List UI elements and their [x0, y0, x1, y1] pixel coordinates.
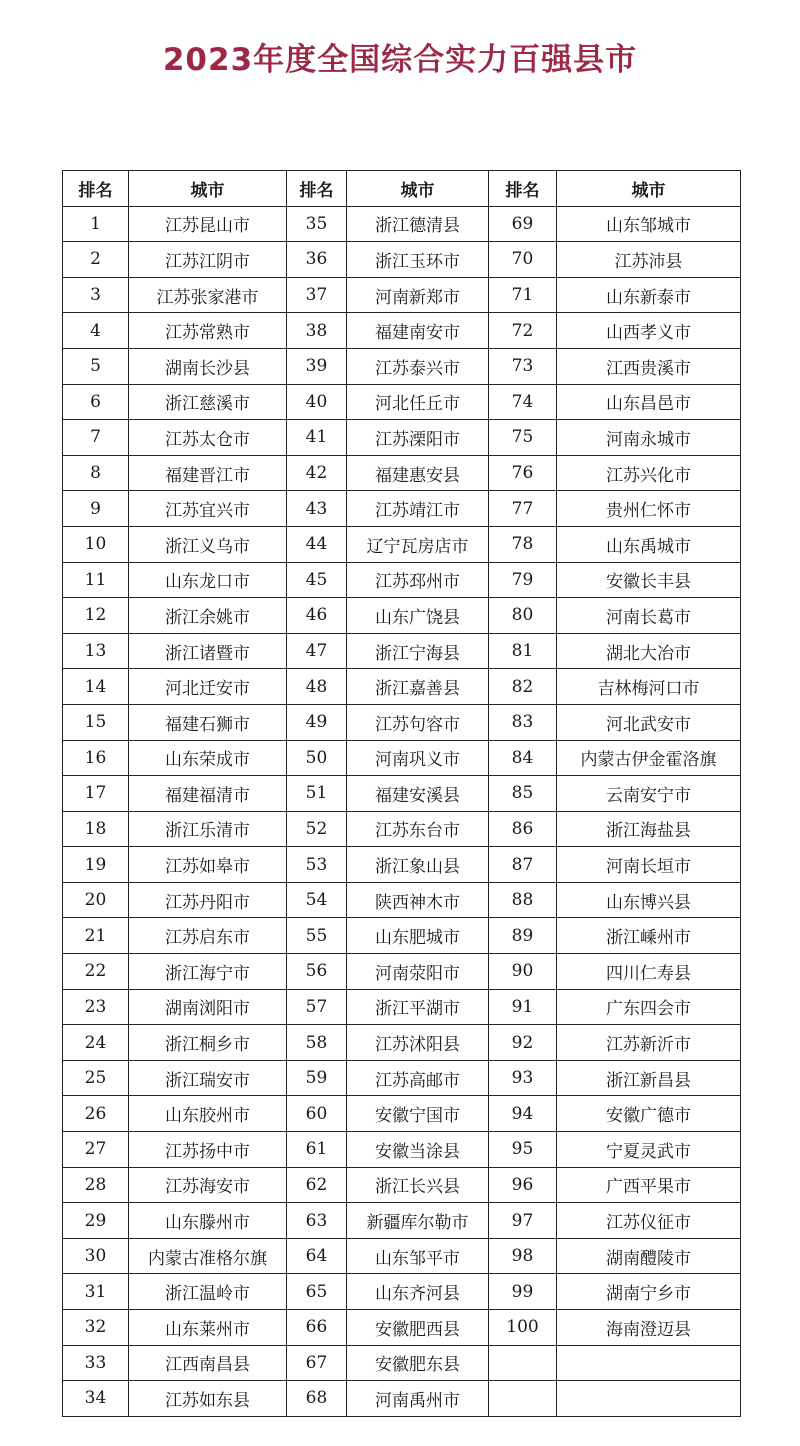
city-cell: 河南新郑市 — [347, 277, 489, 313]
rank-cell: 10 — [63, 526, 129, 562]
rank-cell: 78 — [489, 526, 557, 562]
rank-cell: 54 — [287, 882, 347, 918]
rank-cell: 6 — [63, 384, 129, 420]
city-cell: 浙江嘉善县 — [347, 669, 489, 705]
city-header: 城市 — [129, 171, 287, 207]
rank-cell: 43 — [287, 491, 347, 527]
rank-cell: 58 — [287, 1025, 347, 1061]
city-header: 城市 — [347, 171, 489, 207]
city-cell: 福建石狮市 — [129, 704, 287, 740]
city-cell: 浙江瑞安市 — [129, 1060, 287, 1096]
city-cell: 安徽宁国市 — [347, 1096, 489, 1132]
city-cell: 山东肥城市 — [347, 918, 489, 954]
rank-cell: 21 — [63, 918, 129, 954]
rank-cell: 11 — [63, 562, 129, 598]
rank-header: 排名 — [287, 171, 347, 207]
city-cell: 新疆库尔勒市 — [347, 1203, 489, 1239]
city-cell — [557, 1381, 741, 1417]
table-row — [63, 313, 741, 349]
rank-cell: 32 — [63, 1310, 129, 1346]
city-cell: 吉林梅河口市 — [557, 669, 741, 705]
city-cell: 广东四会市 — [557, 989, 741, 1025]
rank-cell: 64 — [287, 1238, 347, 1274]
city-cell: 浙江义乌市 — [129, 526, 287, 562]
header-row — [63, 171, 741, 207]
table-row — [63, 954, 741, 990]
table-row — [63, 526, 741, 562]
city-cell: 浙江嵊州市 — [557, 918, 741, 954]
rank-cell: 26 — [63, 1096, 129, 1132]
rank-cell: 19 — [63, 847, 129, 883]
city-cell: 江苏沛县 — [557, 242, 741, 278]
city-cell: 内蒙古伊金霍洛旗 — [557, 740, 741, 776]
city-cell: 江苏句容市 — [347, 704, 489, 740]
rank-cell: 92 — [489, 1025, 557, 1061]
rank-cell: 91 — [489, 989, 557, 1025]
rank-cell: 93 — [489, 1060, 557, 1096]
city-cell: 山东龙口市 — [129, 562, 287, 598]
rank-cell: 46 — [287, 598, 347, 634]
rank-cell: 71 — [489, 277, 557, 313]
rank-cell: 76 — [489, 455, 557, 491]
rank-header: 排名 — [63, 171, 129, 207]
city-cell: 江苏兴化市 — [557, 455, 741, 491]
city-cell: 江苏东台市 — [347, 811, 489, 847]
table-row — [63, 420, 741, 456]
city-cell: 山东邹城市 — [557, 206, 741, 242]
rank-cell: 42 — [287, 455, 347, 491]
rank-cell: 51 — [287, 776, 347, 812]
city-cell: 福建福清市 — [129, 776, 287, 812]
rank-cell: 55 — [287, 918, 347, 954]
table-row — [63, 1096, 741, 1132]
rank-cell: 9 — [63, 491, 129, 527]
table-row — [63, 669, 741, 705]
rank-cell: 62 — [287, 1167, 347, 1203]
rank-cell: 15 — [63, 704, 129, 740]
city-cell: 河南长葛市 — [557, 598, 741, 634]
city-cell: 江西贵溪市 — [557, 348, 741, 384]
rank-cell: 18 — [63, 811, 129, 847]
city-cell: 河南巩义市 — [347, 740, 489, 776]
rank-cell: 4 — [63, 313, 129, 349]
rank-cell: 14 — [63, 669, 129, 705]
city-cell: 江苏启东市 — [129, 918, 287, 954]
city-cell: 浙江海盐县 — [557, 811, 741, 847]
table-row — [63, 1060, 741, 1096]
city-cell: 江苏仪征市 — [557, 1203, 741, 1239]
rank-cell: 75 — [489, 420, 557, 456]
city-cell: 江苏张家港市 — [129, 277, 287, 313]
table-row — [63, 633, 741, 669]
city-cell: 安徽肥东县 — [347, 1345, 489, 1381]
city-cell: 河南永城市 — [557, 420, 741, 456]
rank-cell: 20 — [63, 882, 129, 918]
rank-cell: 57 — [287, 989, 347, 1025]
city-cell: 浙江玉环市 — [347, 242, 489, 278]
rank-cell: 24 — [63, 1025, 129, 1061]
city-cell: 宁夏灵武市 — [557, 1132, 741, 1168]
rank-cell: 25 — [63, 1060, 129, 1096]
city-cell: 山东禹城市 — [557, 526, 741, 562]
city-cell: 江苏靖江市 — [347, 491, 489, 527]
city-cell: 山东博兴县 — [557, 882, 741, 918]
rank-cell: 38 — [287, 313, 347, 349]
rank-cell: 86 — [489, 811, 557, 847]
rank-cell: 87 — [489, 847, 557, 883]
city-cell: 山东胶州市 — [129, 1096, 287, 1132]
city-cell: 江苏如东县 — [129, 1381, 287, 1417]
city-cell: 山东新泰市 — [557, 277, 741, 313]
rank-cell: 56 — [287, 954, 347, 990]
city-cell: 浙江慈溪市 — [129, 384, 287, 420]
rank-cell: 85 — [489, 776, 557, 812]
rank-cell: 80 — [489, 598, 557, 634]
rank-cell: 79 — [489, 562, 557, 598]
table-row — [63, 811, 741, 847]
table-row — [63, 1310, 741, 1346]
rank-cell: 97 — [489, 1203, 557, 1239]
table-row — [63, 918, 741, 954]
rank-cell: 69 — [489, 206, 557, 242]
rank-cell: 81 — [489, 633, 557, 669]
city-cell — [557, 1345, 741, 1381]
rank-cell: 88 — [489, 882, 557, 918]
rank-cell: 59 — [287, 1060, 347, 1096]
rank-cell: 60 — [287, 1096, 347, 1132]
city-cell: 江苏如皋市 — [129, 847, 287, 883]
city-cell: 山西孝义市 — [557, 313, 741, 349]
rank-cell: 50 — [287, 740, 347, 776]
rank-cell: 16 — [63, 740, 129, 776]
rank-cell: 70 — [489, 242, 557, 278]
city-cell: 安徽长丰县 — [557, 562, 741, 598]
rank-cell: 67 — [287, 1345, 347, 1381]
city-cell: 江苏太仓市 — [129, 420, 287, 456]
rank-cell: 96 — [489, 1167, 557, 1203]
rank-cell: 39 — [287, 348, 347, 384]
city-cell: 山东齐河县 — [347, 1274, 489, 1310]
city-cell: 江苏江阴市 — [129, 242, 287, 278]
rank-cell: 1 — [63, 206, 129, 242]
rank-cell: 7 — [63, 420, 129, 456]
city-cell: 安徽当涂县 — [347, 1132, 489, 1168]
rank-cell: 82 — [489, 669, 557, 705]
city-cell: 山东邹平市 — [347, 1238, 489, 1274]
rank-cell: 84 — [489, 740, 557, 776]
city-cell: 山东广饶县 — [347, 598, 489, 634]
rank-cell: 77 — [489, 491, 557, 527]
rank-cell: 33 — [63, 1345, 129, 1381]
city-cell: 山东莱州市 — [129, 1310, 287, 1346]
rank-cell: 63 — [287, 1203, 347, 1239]
table-row — [63, 1025, 741, 1061]
city-cell: 四川仁寿县 — [557, 954, 741, 990]
city-cell: 云南安宁市 — [557, 776, 741, 812]
city-cell: 陕西神木市 — [347, 882, 489, 918]
city-cell: 福建南安市 — [347, 313, 489, 349]
rank-cell: 27 — [63, 1132, 129, 1168]
table-row — [63, 1238, 741, 1274]
rank-cell: 3 — [63, 277, 129, 313]
rank-cell: 52 — [287, 811, 347, 847]
rank-header: 排名 — [489, 171, 557, 207]
city-cell: 江苏高邮市 — [347, 1060, 489, 1096]
rank-cell: 53 — [287, 847, 347, 883]
city-cell: 江苏昆山市 — [129, 206, 287, 242]
city-cell: 山东昌邑市 — [557, 384, 741, 420]
table-row — [63, 882, 741, 918]
city-cell: 浙江海宁市 — [129, 954, 287, 990]
city-cell: 福建晋江市 — [129, 455, 287, 491]
city-cell: 浙江新昌县 — [557, 1060, 741, 1096]
ranking-table — [62, 170, 741, 1417]
rank-cell: 2 — [63, 242, 129, 278]
city-cell: 江苏常熟市 — [129, 313, 287, 349]
city-cell: 广西平果市 — [557, 1167, 741, 1203]
rank-cell: 49 — [287, 704, 347, 740]
city-cell: 安徽肥西县 — [347, 1310, 489, 1346]
city-cell: 浙江象山县 — [347, 847, 489, 883]
city-cell: 湖南醴陵市 — [557, 1238, 741, 1274]
rank-cell: 12 — [63, 598, 129, 634]
table-row — [63, 384, 741, 420]
table-row — [63, 277, 741, 313]
city-cell: 浙江乐清市 — [129, 811, 287, 847]
rank-cell: 22 — [63, 954, 129, 990]
rank-cell: 68 — [287, 1381, 347, 1417]
city-cell: 贵州仁怀市 — [557, 491, 741, 527]
rank-cell: 61 — [287, 1132, 347, 1168]
rank-cell: 66 — [287, 1310, 347, 1346]
city-cell: 湖南宁乡市 — [557, 1274, 741, 1310]
city-cell: 江苏丹阳市 — [129, 882, 287, 918]
city-cell: 河北武安市 — [557, 704, 741, 740]
city-cell: 山东荣成市 — [129, 740, 287, 776]
city-cell: 湖南长沙县 — [129, 348, 287, 384]
city-cell: 江苏溧阳市 — [347, 420, 489, 456]
city-cell: 湖北大冶市 — [557, 633, 741, 669]
rank-cell: 28 — [63, 1167, 129, 1203]
rank-cell: 31 — [63, 1274, 129, 1310]
rank-cell: 40 — [287, 384, 347, 420]
city-cell: 浙江诸暨市 — [129, 633, 287, 669]
rank-cell: 35 — [287, 206, 347, 242]
rank-cell: 100 — [489, 1310, 557, 1346]
rank-cell — [489, 1381, 557, 1417]
rank-cell: 94 — [489, 1096, 557, 1132]
table-row — [63, 598, 741, 634]
table-row — [63, 740, 741, 776]
table-row — [63, 491, 741, 527]
rank-cell: 99 — [489, 1274, 557, 1310]
city-cell: 江苏扬中市 — [129, 1132, 287, 1168]
rank-cell: 72 — [489, 313, 557, 349]
city-cell: 辽宁瓦房店市 — [347, 526, 489, 562]
city-cell: 内蒙古准格尔旗 — [129, 1238, 287, 1274]
table-row — [63, 348, 741, 384]
rank-cell: 95 — [489, 1132, 557, 1168]
rank-cell: 41 — [287, 420, 347, 456]
rank-cell: 73 — [489, 348, 557, 384]
rank-cell: 83 — [489, 704, 557, 740]
table-row — [63, 1167, 741, 1203]
city-cell: 河北迁安市 — [129, 669, 287, 705]
city-cell: 福建安溪县 — [347, 776, 489, 812]
rank-cell: 45 — [287, 562, 347, 598]
table-row — [63, 847, 741, 883]
rank-cell: 34 — [63, 1381, 129, 1417]
table-row — [63, 776, 741, 812]
table-row — [63, 455, 741, 491]
table-row — [63, 206, 741, 242]
city-cell: 浙江平湖市 — [347, 989, 489, 1025]
city-cell: 浙江温岭市 — [129, 1274, 287, 1310]
city-cell: 河南荥阳市 — [347, 954, 489, 990]
table-row — [63, 562, 741, 598]
rank-cell: 65 — [287, 1274, 347, 1310]
rank-cell: 74 — [489, 384, 557, 420]
city-cell: 江苏海安市 — [129, 1167, 287, 1203]
city-cell: 浙江德清县 — [347, 206, 489, 242]
rank-cell: 90 — [489, 954, 557, 990]
table-row — [63, 1132, 741, 1168]
city-cell: 江苏新沂市 — [557, 1025, 741, 1061]
rank-cell: 44 — [287, 526, 347, 562]
table-row — [63, 1274, 741, 1310]
city-cell: 福建惠安县 — [347, 455, 489, 491]
city-cell: 浙江余姚市 — [129, 598, 287, 634]
city-cell: 浙江宁海县 — [347, 633, 489, 669]
table-row — [63, 1381, 741, 1417]
city-cell: 海南澄迈县 — [557, 1310, 741, 1346]
rank-cell: 17 — [63, 776, 129, 812]
city-cell: 江苏泰兴市 — [347, 348, 489, 384]
rank-cell — [489, 1345, 557, 1381]
city-cell: 江苏邳州市 — [347, 562, 489, 598]
table-row — [63, 704, 741, 740]
rank-cell: 29 — [63, 1203, 129, 1239]
table-row — [63, 1203, 741, 1239]
city-cell: 安徽广德市 — [557, 1096, 741, 1132]
table-row — [63, 1345, 741, 1381]
table-row — [63, 242, 741, 278]
city-cell: 江苏宜兴市 — [129, 491, 287, 527]
city-cell: 湖南浏阳市 — [129, 989, 287, 1025]
city-cell: 河南长垣市 — [557, 847, 741, 883]
rank-cell: 98 — [489, 1238, 557, 1274]
rank-cell: 8 — [63, 455, 129, 491]
rank-cell: 36 — [287, 242, 347, 278]
rank-cell: 37 — [287, 277, 347, 313]
rank-cell: 89 — [489, 918, 557, 954]
table-row — [63, 989, 741, 1025]
city-cell: 河北任丘市 — [347, 384, 489, 420]
city-cell: 江西南昌县 — [129, 1345, 287, 1381]
rank-cell: 30 — [63, 1238, 129, 1274]
rank-cell: 48 — [287, 669, 347, 705]
city-cell: 江苏沭阳县 — [347, 1025, 489, 1061]
rank-cell: 23 — [63, 989, 129, 1025]
rank-cell: 47 — [287, 633, 347, 669]
rank-cell: 5 — [63, 348, 129, 384]
city-cell: 山东滕州市 — [129, 1203, 287, 1239]
city-cell: 河南禹州市 — [347, 1381, 489, 1417]
rank-cell: 13 — [63, 633, 129, 669]
city-cell: 浙江桐乡市 — [129, 1025, 287, 1061]
city-header: 城市 — [557, 171, 741, 207]
page-title: 2023年度全国综合实力百强县市 — [162, 42, 638, 78]
city-cell: 浙江长兴县 — [347, 1167, 489, 1203]
